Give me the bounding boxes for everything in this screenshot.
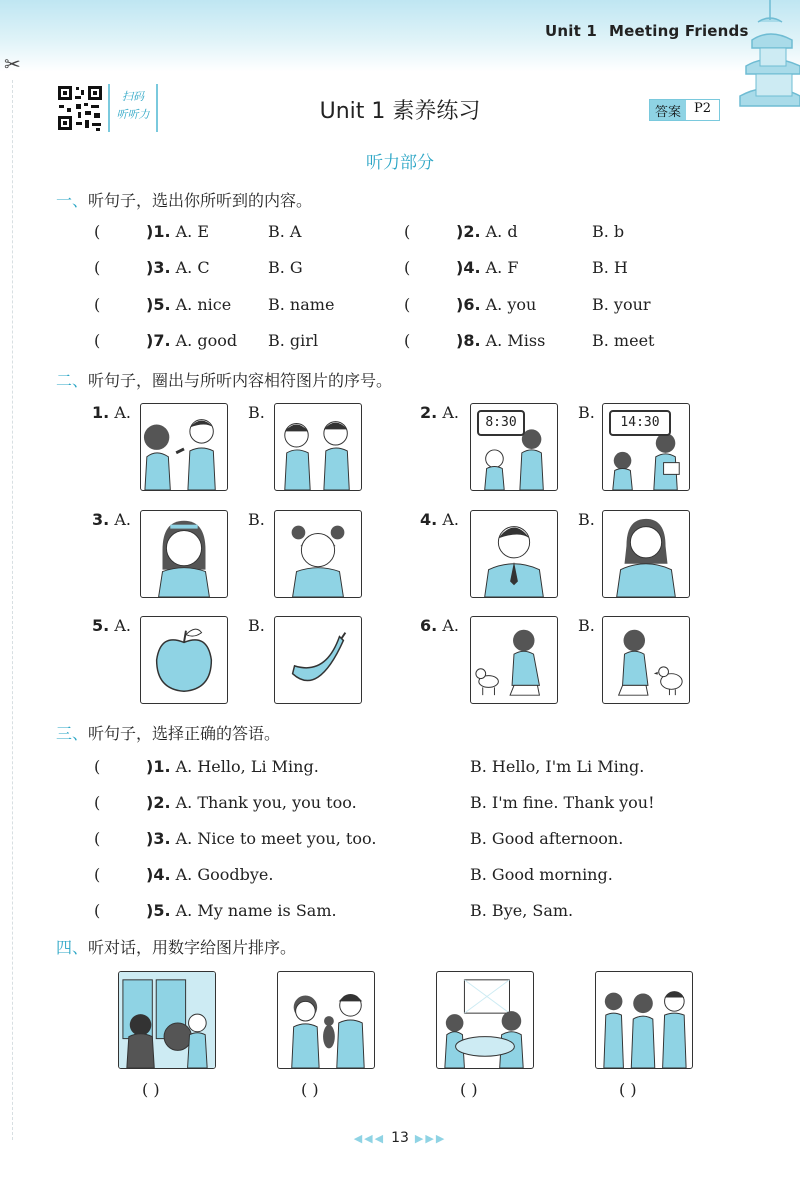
s2-q2-picture-b	[602, 403, 690, 491]
clock-display-a: 8:30	[477, 410, 525, 436]
clock-display-b: 14:30	[609, 410, 671, 436]
s1-q6: ( )6. A. you	[404, 295, 537, 314]
s2-q4-label: 4. A.	[420, 510, 459, 529]
s3-q3-b: B. Good afternoon.	[470, 829, 624, 848]
s2-q5-picture-b-banana	[274, 616, 362, 704]
s4-picture-3	[436, 971, 534, 1069]
s2-q5-picture-a-apple	[140, 616, 228, 704]
s1-q2: ( )2. A. d	[404, 222, 518, 241]
s1-q7-b: B. girl	[268, 331, 319, 350]
s2-q1-picture-a	[140, 403, 228, 491]
cut-line	[12, 80, 13, 1140]
s2-q3-b-label: B.	[248, 510, 265, 529]
qr-label-line2: 听听力	[116, 108, 150, 121]
footer-arrows-left: ◀◀◀	[353, 1132, 386, 1145]
section-3-num: 三、	[56, 724, 89, 743]
s3-q2: ( )2. A. Thank you, you too.	[94, 793, 357, 812]
s1-q1: ( )1. A. E	[94, 222, 210, 241]
section-1-num: 一、	[56, 191, 89, 210]
s1-q2-b: B. b	[592, 222, 625, 241]
section-3-title	[56, 721, 280, 744]
s2-q6-label: 6. A.	[420, 616, 459, 635]
s1-q8-b: B. meet	[592, 331, 655, 350]
s2-q4-picture-b	[602, 510, 690, 598]
s2-q4-b-label: B.	[578, 510, 595, 529]
s1-q1-b: B. A	[268, 222, 302, 241]
s4-blank-4[interactable]: ( )	[619, 1080, 637, 1099]
answer-badge-page: P2	[686, 100, 719, 120]
s2-q1-label: 1. A.	[92, 403, 131, 422]
page-footer	[0, 1130, 800, 1146]
section-2-title	[56, 368, 392, 391]
answer-badge-key: 答案	[650, 100, 686, 120]
running-header	[545, 22, 761, 40]
s2-q5-b-label: B.	[248, 616, 265, 635]
answer-badge	[649, 99, 720, 121]
s1-q3-b: B. G	[268, 258, 303, 277]
section-4-num: 四、	[56, 938, 89, 957]
qr-label-line1: 扫码	[122, 90, 144, 103]
section-1-title	[56, 188, 312, 211]
page-title: Unit 1 素养练习	[319, 99, 481, 124]
s2-q2-picture-a	[470, 403, 558, 491]
s2-q3-picture-b	[274, 510, 362, 598]
s2-q6-b-label: B.	[578, 616, 595, 635]
section-2-text: 听句子，圈出与所听内容相符图片的序号。	[88, 371, 393, 390]
s1-q4-b: B. H	[592, 258, 628, 277]
s2-q3-picture-a	[140, 510, 228, 598]
s3-q1: ( )1. A. Hello, Li Ming.	[94, 757, 319, 776]
s2-q6-picture-a	[470, 616, 558, 704]
section-4-title	[56, 935, 296, 958]
s2-q1-picture-b	[274, 403, 362, 491]
s3-q2-b: B. I'm fine. Thank you!	[470, 793, 655, 812]
s1-q5-b: B. name	[268, 295, 335, 314]
s2-q6-picture-b	[602, 616, 690, 704]
s4-blank-3[interactable]: ( )	[460, 1080, 478, 1099]
s1-q7: ( )7. A. good	[94, 331, 238, 350]
s1-q3: ( )3. A. C	[94, 258, 210, 277]
s3-q4: ( )4. A. Goodbye.	[94, 865, 274, 884]
s2-q5-label: 5. A.	[92, 616, 131, 635]
part-title: 听力部分	[366, 153, 434, 173]
section-1-text: 听句子，选出你所听到的内容。	[88, 191, 313, 210]
s1-q6-b: B. your	[592, 295, 651, 314]
page-number: 13	[391, 1130, 409, 1146]
s2-q4-picture-a	[470, 510, 558, 598]
header-unit: Unit 1	[545, 22, 598, 40]
s4-blank-1[interactable]: ( )	[142, 1080, 160, 1099]
s4-picture-2	[277, 971, 375, 1069]
footer-arrows-right: ▶▶▶	[414, 1132, 447, 1145]
s2-q2-b-label: B.	[578, 403, 595, 422]
s3-q1-b: B. Hello, I'm Li Ming.	[470, 757, 645, 776]
s3-q5: ( )5. A. My name is Sam.	[94, 901, 337, 920]
section-3-text: 听句子，选择正确的答语。	[88, 724, 281, 743]
header-title: Meeting Friends	[609, 22, 749, 40]
s2-q2-label: 2. A.	[420, 403, 459, 422]
scissors-icon: ✂	[4, 52, 21, 76]
s2-q1-b-label: B.	[248, 403, 265, 422]
section-2-num: 二、	[56, 371, 89, 390]
section-4-text: 听对话，用数字给图片排序。	[88, 938, 297, 957]
s3-q3: ( )3. A. Nice to meet you, too.	[94, 829, 377, 848]
s1-q5: ( )5. A. nice	[94, 295, 232, 314]
s3-q5-b: B. Bye, Sam.	[470, 901, 574, 920]
s4-picture-1	[118, 971, 216, 1069]
s2-q3-label: 3. A.	[92, 510, 131, 529]
s3-q4-b: B. Good morning.	[470, 865, 613, 884]
s4-blank-2[interactable]: ( )	[301, 1080, 319, 1099]
s1-q4: ( )4. A. F	[404, 258, 519, 277]
s4-picture-4	[595, 971, 693, 1069]
s1-q8: ( )8. A. Miss	[404, 331, 546, 350]
